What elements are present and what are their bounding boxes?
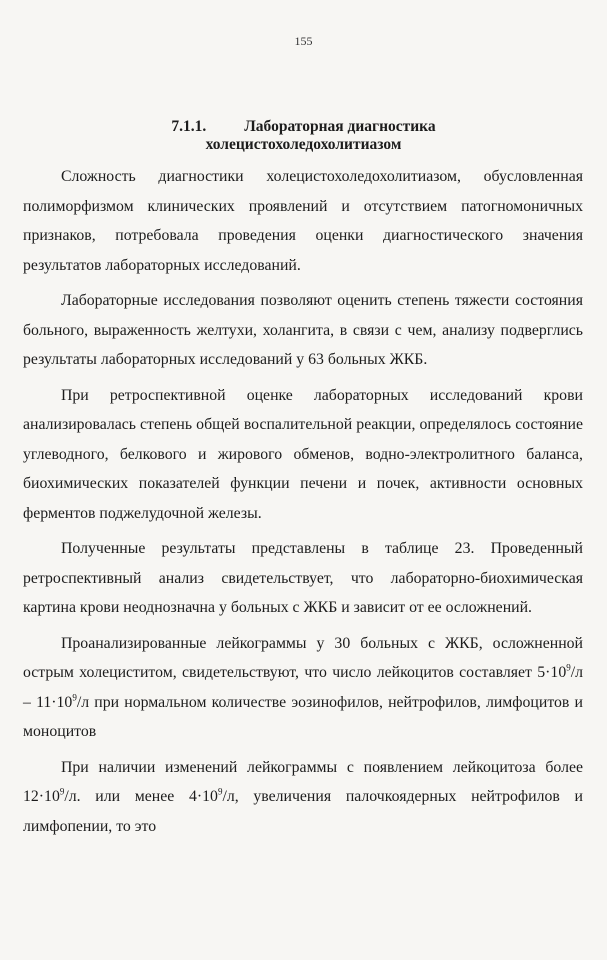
paragraph-5: [23, 629, 583, 747]
paragraph-6: [23, 753, 583, 842]
paragraph-4: Полученные результаты представлены в таблице 23. Проведенный ретроспективный анализ свидетельствует, что лабораторно-биохимическая картина крови неоднозначна у больных с ЖКБ и зависит от ее осложнений.: [23, 540, 583, 616]
paragraph-6-text-c: /л, увеличения палочкоядерных нейтрофилов и лимфопении, то это: [23, 788, 583, 835]
body-text: [23, 162, 583, 847]
paragraph-3: При ретроспективной оценке лабораторных исследований крови анализировалась степень общей воспалительной реакции, определялось состояние углеводного, белкового и жирового обменов, водно-электролитного баланса, биохимических показателей функции печени и почек, активности основных ферментов поджелудочной железы.: [23, 386, 583, 522]
heading-line-2: холецистохоледохолитиазом: [205, 136, 402, 153]
paragraph-6-text-a: При наличии изменений лейкограммы с появлением лейкоцитоза более 12·10: [23, 758, 583, 805]
heading-line-1: [0, 118, 607, 136]
paragraph-5-text-b: /л – 11·10: [23, 664, 583, 711]
paragraph-5-text-c: /л при нормальном количестве эозинофилов, нейтрофилов, лимфоцитов и моноцитов: [23, 693, 583, 740]
paragraph-6-text-b: /л. или менее 4·10: [64, 788, 218, 805]
exponent: 9: [566, 662, 571, 673]
paragraph-5-text-a: Проанализированные лейкограммы у 30 больных с ЖКБ, осложненной острым холециститом, свидетельствуют, что число лейкоцитов составляет 5·10: [23, 634, 583, 681]
paragraph-2: Лабораторные исследования позволяют оценить степень тяжести состояния больного, выраженность желтухи, холангита, в связи с чем, анализу подверглись результаты лабораторных исследований у 63 больных ЖКБ.: [23, 292, 583, 368]
section-heading: [0, 118, 607, 154]
page-number: 155: [294, 34, 313, 48]
heading-title-part-1: Лабораторная диагностика: [244, 118, 436, 135]
exponent: 9: [59, 786, 65, 797]
exponent: 9: [217, 786, 223, 797]
exponent: 9: [72, 692, 77, 703]
paragraph-1: Сложность диагностики холецистохоледохолитиазом, обусловленная полиморфизмом клинических проявлений и отсутствием патогномоничных признаков, потребовала проведения оценки диагностического значения результатов лабораторных исследований.: [23, 168, 583, 274]
section-number: 7.1.1.: [171, 118, 207, 135]
